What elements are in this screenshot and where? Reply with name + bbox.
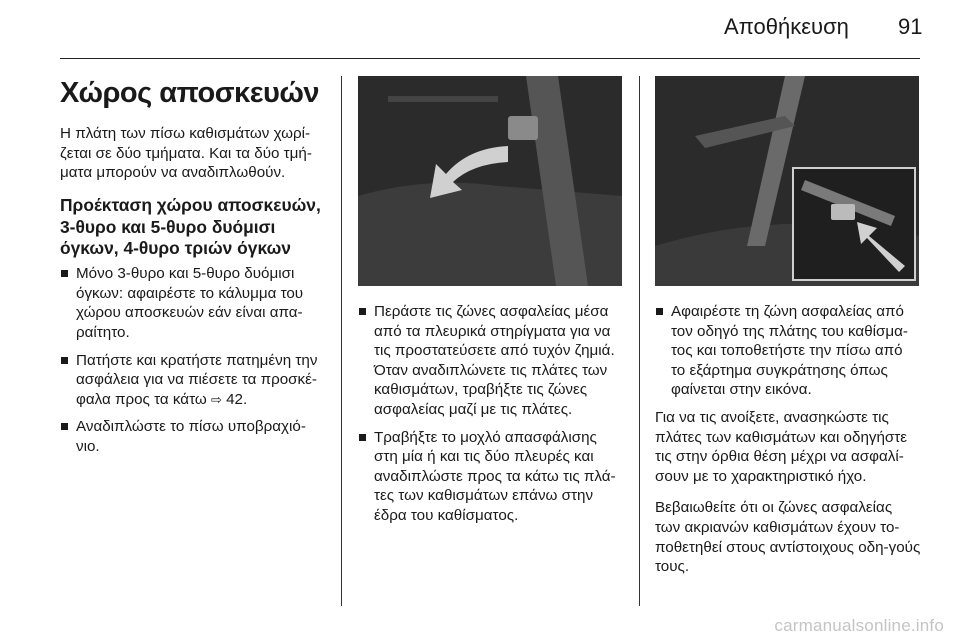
step-list [655, 302, 921, 400]
list-item: Τραβήξτε το μοχλό απασφάλισης στη μία ή και τις δύο πλευρές και αναδιπλώστε προς τα κάτω τις πλά-τες των καθισμάτων επάνω στην έδρα του καθίσματος. [358, 428, 622, 526]
list-item [60, 351, 328, 410]
column-divider [639, 76, 640, 606]
column-divider [341, 76, 342, 606]
right-column [655, 76, 921, 589]
page-number: 91 [898, 14, 923, 39]
step-text: Πατήστε και κρατήστε πατημένη την ασφάλεια για να πιέσετε τα προσκέ-φαλα προς τα κάτω [76, 351, 318, 408]
body-paragraph: Βεβαιωθείτε ότι οι ζώνες ασφαλείας των ακριανών καθισμάτων έχουν το-ποθετηθεί στους αντίστοιχους οδη-γούς τους. [655, 499, 921, 576]
headrest-illustration [358, 76, 622, 286]
subheading: Προέκταση χώρου αποσκευών, 3-θυρο και 5-θυρο δυόμισι όγκων, 4-θυρο τριών όγκων [60, 194, 321, 259]
headrest-figure [358, 76, 622, 286]
watermark: carmanualsonline.info [774, 616, 944, 635]
reference-arrow-icon: ⇨ [210, 391, 222, 407]
middle-column [358, 76, 622, 534]
section-title: Χώρος αποσκευών [60, 77, 319, 109]
list-item: Αφαιρέστε τη ζώνη ασφαλείας από τον οδηγό της πλάτης του καθίσμα-τος και τοποθετήστε την πίσω από το εξάρτημα συγκράτησης όπως φαίνεται στην εικόνα. [655, 302, 921, 400]
belt-holder-shape [831, 204, 855, 220]
body-paragraph: Για να τις ανοίξετε, ανασηκώστε τις πλάτες των καθισμάτων και οδηγήστε τις στην όρθια θέση μέχρι να ασφαλί-σουν με το χαρακτηριστικό ήχο. [655, 408, 908, 485]
list-item: Αναδιπλώστε το πίσω υποβραχιό-νιο. [60, 417, 328, 456]
step-list [60, 264, 328, 456]
header-title: Αποθήκευση [724, 14, 849, 39]
seatbelt-figure [655, 76, 919, 286]
seatbelt-illustration [655, 76, 919, 286]
intro-paragraph: Η πλάτη των πίσω καθισμάτων χωρί-ζεται σε δύο τμήματα. Και τα δύο τμή-ματα μπορούν να αναδιπλωθούν. [60, 125, 312, 182]
release-button-shape [508, 116, 538, 140]
reference-page[interactable]: 42. [226, 390, 248, 408]
header-rule [60, 58, 920, 59]
list-item: Μόνο 3-θυρο και 5-θυρο δυόμισι όγκων: αφαιρέστε το κάλυμμα του χώρου αποσκευών εάν είναι απα-ραίτητο. [60, 264, 328, 342]
step-list [358, 302, 622, 526]
list-item: Περάστε τις ζώνες ασφαλείας μέσα από τα πλευρικά στηρίγματα για να τις προστατεύσετε από τυχόν ζημιά. Όταν αναδιπλώνετε τις πλάτες των καθισμάτων, τραβήξτε τις ζώνες ασφαλείας μαζί με τις πλάτες. [358, 302, 622, 420]
left-column [60, 76, 328, 465]
